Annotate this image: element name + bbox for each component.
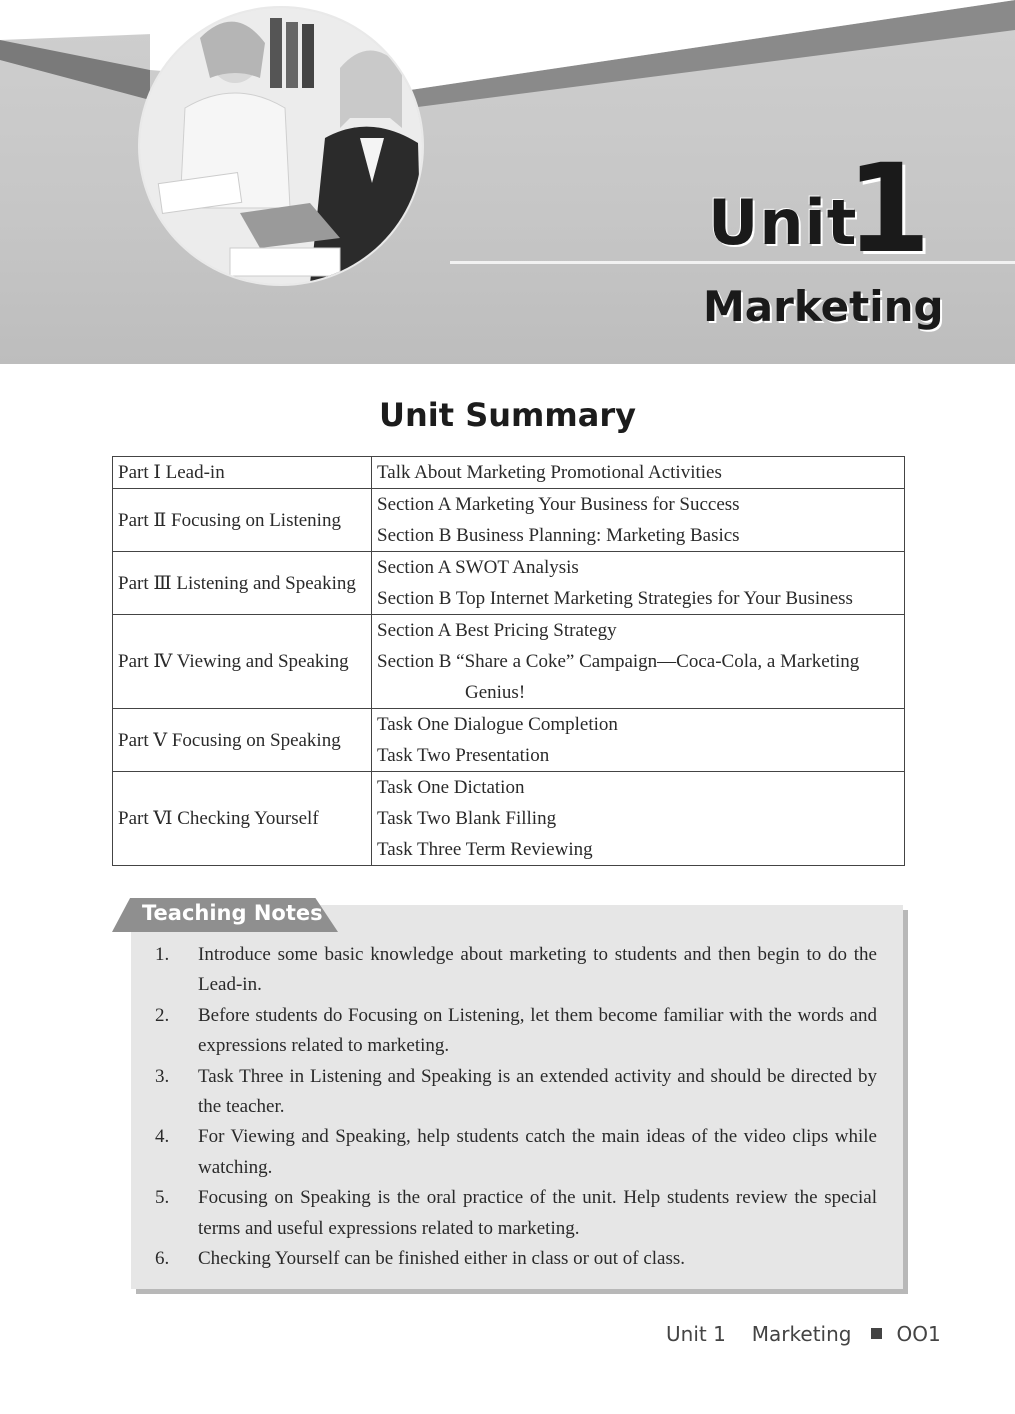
content-line: Task Two Blank Filling bbox=[377, 808, 557, 829]
summary-heading: Unit Summary bbox=[379, 396, 636, 434]
content-cell bbox=[372, 709, 905, 772]
list-item bbox=[155, 1062, 877, 1123]
list-item bbox=[155, 940, 877, 1001]
square-bullet-icon bbox=[871, 1328, 882, 1339]
part-cell: Part Ⅳ Viewing and Speaking bbox=[113, 615, 372, 709]
part-cell: Part Ⅰ Lead-in bbox=[113, 457, 372, 489]
item-text: For Viewing and Speaking, help students catch the main ideas of the video clips while watching. bbox=[198, 1126, 877, 1178]
content-line: Section A SWOT Analysis bbox=[377, 557, 579, 578]
content-line: Section B Top Internet Marketing Strategies for Your Business bbox=[377, 588, 853, 609]
item-number: 5. bbox=[155, 1187, 170, 1209]
part-cell: Part Ⅱ Focusing on Listening bbox=[113, 489, 372, 552]
table-row bbox=[113, 489, 905, 552]
content-line: Section A Marketing Your Business for Success bbox=[377, 494, 740, 515]
content-line: Task One Dictation bbox=[377, 777, 525, 798]
content-line: Section A Best Pricing Strategy bbox=[377, 620, 617, 641]
item-text: Before students do Focusing on Listening, let them become familiar with the words and expressions related to marketing. bbox=[198, 1004, 877, 1057]
footer-title: Marketing bbox=[751, 1322, 852, 1346]
content-cell bbox=[372, 772, 905, 866]
page-number: OO1 bbox=[896, 1322, 941, 1346]
table-row bbox=[113, 615, 905, 709]
summary-table bbox=[112, 456, 905, 866]
item-text: Checking Yourself can be finished either in class or out of class. bbox=[198, 1248, 686, 1270]
table-row bbox=[113, 772, 905, 866]
part-cell: Part Ⅴ Focusing on Speaking bbox=[113, 709, 372, 772]
item-number: 4. bbox=[155, 1126, 170, 1148]
content-cell bbox=[372, 457, 905, 489]
footer-unit: Unit 1 bbox=[666, 1322, 726, 1346]
teaching-notes-list bbox=[155, 940, 877, 1274]
table-row bbox=[113, 457, 905, 489]
content-cell bbox=[372, 552, 905, 615]
content-cell bbox=[372, 489, 905, 552]
photo-illustration-icon bbox=[140, 8, 422, 284]
list-item bbox=[155, 1183, 877, 1244]
item-text: Task Three in Listening and Speaking is an extended activity and should be directed by the teacher. bbox=[198, 1065, 877, 1118]
teaching-notes-title: Teaching Notes bbox=[142, 901, 323, 925]
content-line: Section B “Share a Coke” Campaign—Coca-Cola, a Marketing bbox=[377, 651, 860, 672]
unit-title: Marketing bbox=[703, 282, 944, 331]
list-item bbox=[155, 1122, 877, 1183]
list-item bbox=[155, 1001, 877, 1062]
content-line: Genius! bbox=[465, 682, 526, 703]
content-line: Section B Business Planning: Marketing Basics bbox=[377, 525, 740, 546]
item-number: 1. bbox=[155, 944, 170, 965]
item-text: Introduce some basic knowledge about marketing to students and then begin to do the Lead-in. bbox=[198, 944, 877, 996]
content-cell bbox=[372, 615, 905, 709]
table-row bbox=[113, 709, 905, 772]
unit-label: Unit bbox=[708, 186, 858, 259]
office-photo bbox=[138, 6, 424, 286]
page-footer bbox=[666, 1322, 941, 1346]
unit-banner bbox=[0, 0, 1015, 364]
table-row bbox=[113, 552, 905, 615]
content-line: Task One Dialogue Completion bbox=[377, 714, 618, 735]
item-text: Focusing on Speaking is the oral practice of the unit. Help students review the special terms and useful expressions related to marketing. bbox=[198, 1187, 877, 1239]
content-line: Task Two Presentation bbox=[377, 745, 550, 766]
unit-number: 1 bbox=[846, 138, 931, 280]
item-number: 2. bbox=[155, 1004, 170, 1026]
item-number: 6. bbox=[155, 1248, 170, 1270]
item-number: 3. bbox=[155, 1065, 170, 1087]
content-line: Talk About Marketing Promotional Activities bbox=[377, 462, 722, 483]
part-cell: Part Ⅲ Listening and Speaking bbox=[113, 552, 372, 615]
list-item bbox=[155, 1244, 877, 1274]
part-cell: Part Ⅵ Checking Yourself bbox=[113, 772, 372, 866]
content-line: Task Three Term Reviewing bbox=[377, 839, 593, 860]
